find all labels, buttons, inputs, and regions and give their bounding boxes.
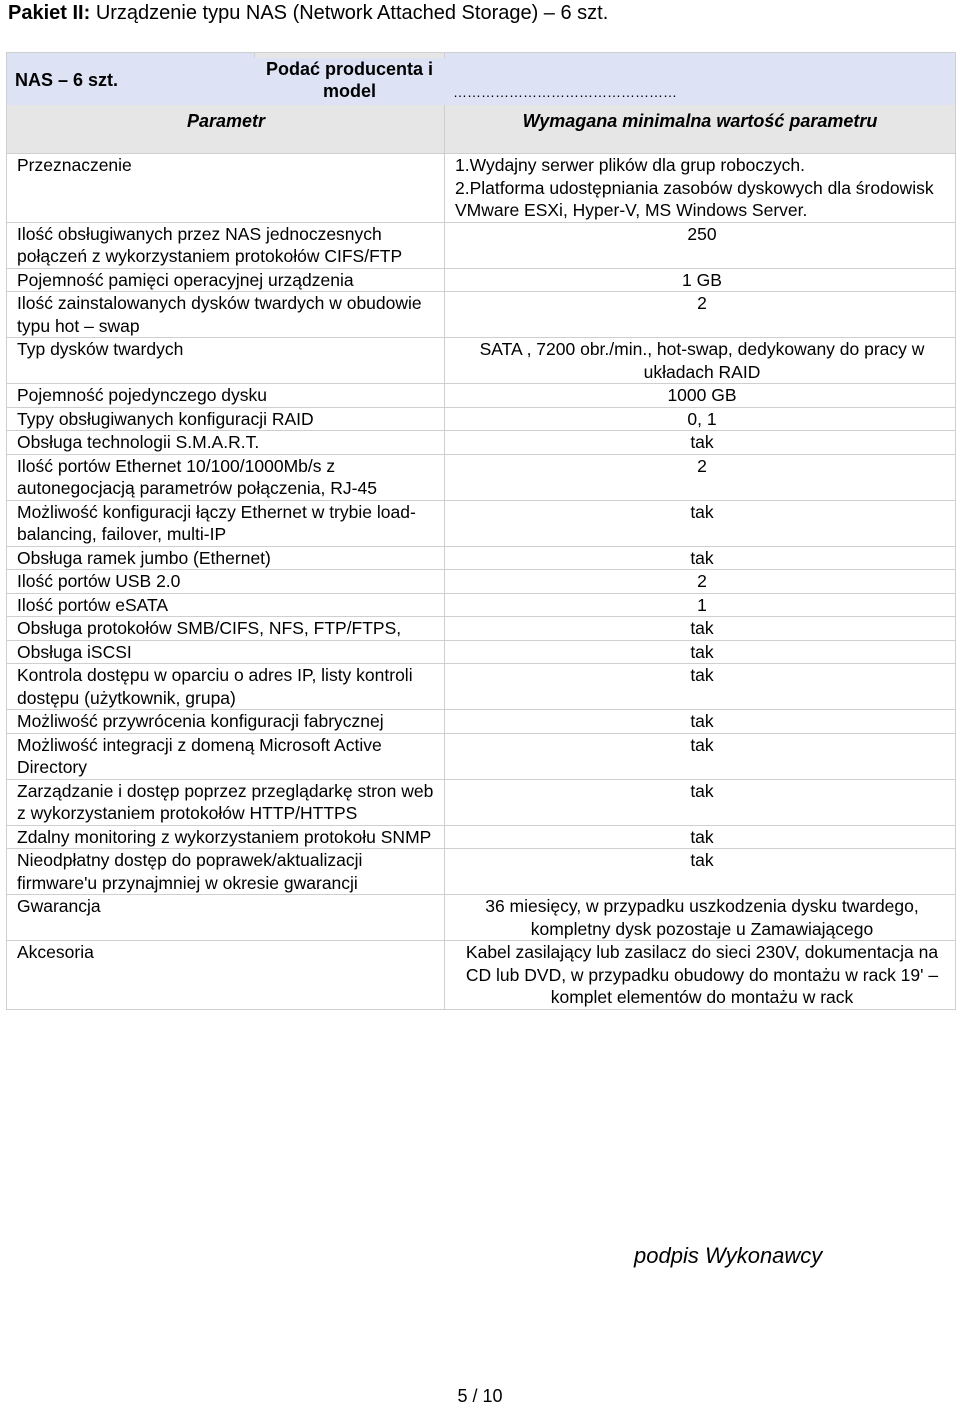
- value-cell: 2: [445, 292, 956, 338]
- table-row: [7, 640, 956, 664]
- table-row: [7, 500, 956, 546]
- param-cell: Ilość portów eSATA: [7, 593, 445, 617]
- table-row: [7, 593, 956, 617]
- param-cell: Obsługa iSCSI: [7, 640, 445, 664]
- value-cell: 0, 1: [445, 407, 956, 431]
- value-cell: 1 GB: [445, 268, 956, 292]
- param-cell: Pojemność pamięci operacyjnej urządzenia: [7, 268, 445, 292]
- table-row: [7, 733, 956, 779]
- value-cell: Kabel zasilający lub zasilacz do sieci 230V, dokumentacja na CD lub DVD, w przypadku obudowy do montażu w rack 19' – komplet elementów do montażu w rack: [445, 941, 956, 1010]
- param-column-header: Parametr: [186, 111, 266, 131]
- table-row: [7, 454, 956, 500]
- param-cell: Nieodpłatny dostęp do poprawek/aktualizacji firmware'u przynajmniej w okresie gwarancji: [7, 849, 445, 895]
- producer-dots: …………………………………………: [453, 84, 677, 100]
- value-cell: tak: [445, 825, 956, 849]
- page-number: 5 / 10: [457, 1386, 503, 1406]
- value-cell: tak: [445, 640, 956, 664]
- param-cell: Ilość portów USB 2.0: [7, 570, 445, 594]
- table-row: [7, 617, 956, 641]
- param-cell: Akcesoria: [7, 941, 445, 1010]
- value-cell: 250: [445, 222, 956, 268]
- value-cell: tak: [445, 431, 956, 455]
- value-cell: SATA , 7200 obr./min., hot-swap, dedykowany do pracy w układach RAID: [445, 338, 956, 384]
- table-row: [7, 154, 956, 223]
- param-cell: Ilość portów Ethernet 10/100/1000Mb/s z autonegocjacją parametrów połączenia, RJ-45: [7, 454, 445, 500]
- value-cell: tak: [445, 710, 956, 734]
- param-cell: Zarządzanie i dostęp poprzez przeglądarkę stron web z wykorzystaniem protokołów HTTP/HTTPS: [7, 779, 445, 825]
- signature-label: podpis Wykonawcy: [634, 1243, 823, 1268]
- param-cell: Typy obsługiwanych konfiguracji RAID: [7, 407, 445, 431]
- value-cell: 1000 GB: [445, 384, 956, 408]
- param-cell: Obsługa technologii S.M.A.R.T.: [7, 431, 445, 455]
- table-row: [7, 710, 956, 734]
- param-cell: Możliwość przywrócenia konfiguracji fabrycznej: [7, 710, 445, 734]
- value-cell: tak: [445, 500, 956, 546]
- table-row: [7, 941, 956, 1010]
- value-cell: 1.Wydajny serwer plików dla grup roboczych. 2.Platforma udostępniania zasobów dyskowych dla środowisk VMware ESXi, Hyper-V, MS Windows Server.: [445, 154, 956, 223]
- param-cell: Obsługa protokołów SMB/CIFS, NFS, FTP/FTPS,: [7, 617, 445, 641]
- table-row: [7, 384, 956, 408]
- param-cell: Możliwość konfiguracji łączy Ethernet w trybie load-balancing, failover, multi-IP: [7, 500, 445, 546]
- value-cell: 2: [445, 454, 956, 500]
- table-row: [7, 268, 956, 292]
- value-cell: tak: [445, 733, 956, 779]
- table-row: [7, 779, 956, 825]
- producer-label: Podać producenta i model: [254, 58, 445, 105]
- title-package: Pakiet II:: [8, 2, 91, 24]
- page-title: [8, 1, 608, 25]
- value-cell: tak: [445, 664, 956, 710]
- param-cell: Zdalny monitoring z wykorzystaniem protokołu SNMP: [7, 825, 445, 849]
- value-cell: tak: [445, 617, 956, 641]
- table-row: [7, 431, 956, 455]
- table-row: [7, 338, 956, 384]
- table-row: [7, 895, 956, 941]
- producer-field[interactable]: [445, 53, 955, 105]
- table-row: [7, 407, 956, 431]
- table-row: [7, 849, 956, 895]
- requirement-column-header: Wymagana minimalna wartość parametru: [522, 111, 878, 131]
- param-cell: Kontrola dostępu w oparciu o adres IP, listy kontroli dostępu (użytkownik, grupa): [7, 664, 445, 710]
- table-header-row: [7, 53, 956, 154]
- param-cell: Obsługa ramek jumbo (Ethernet): [7, 546, 445, 570]
- table-row: [7, 222, 956, 268]
- table-row: [7, 825, 956, 849]
- title-description: Urządzenie typu NAS (Network Attached Storage) – 6 szt.: [90, 2, 609, 24]
- param-cell: Możliwość integracji z domeną Microsoft Active Directory: [7, 733, 445, 779]
- nas-label: NAS – 6 szt.: [15, 70, 119, 90]
- spec-table: [6, 52, 956, 1010]
- param-cell: Typ dysków twardych: [7, 338, 445, 384]
- table-row: [7, 664, 956, 710]
- param-cell: Przeznaczenie: [7, 154, 445, 223]
- param-cell: Pojemność pojedynczego dysku: [7, 384, 445, 408]
- table-row: [7, 546, 956, 570]
- nas-box: [7, 53, 255, 105]
- value-cell: tak: [445, 779, 956, 825]
- table-row: [7, 292, 956, 338]
- param-cell: Gwarancja: [7, 895, 445, 941]
- value-cell: tak: [445, 849, 956, 895]
- table-body: [7, 154, 956, 1010]
- table-row: [7, 570, 956, 594]
- value-cell: 36 miesięcy, w przypadku uszkodzenia dysku twardego, kompletny dysk pozostaje u Zamawiającego: [445, 895, 956, 941]
- value-cell: 1: [445, 593, 956, 617]
- param-cell: Ilość obsługiwanych przez NAS jednoczesnych połączeń z wykorzystaniem protokołów CIFS/FTP: [7, 222, 445, 268]
- header-left-cell: [7, 53, 445, 154]
- header-right-cell: [445, 53, 956, 154]
- value-cell: tak: [445, 546, 956, 570]
- value-cell: 2: [445, 570, 956, 594]
- param-cell: Ilość zainstalowanych dysków twardych w obudowie typu hot – swap: [7, 292, 445, 338]
